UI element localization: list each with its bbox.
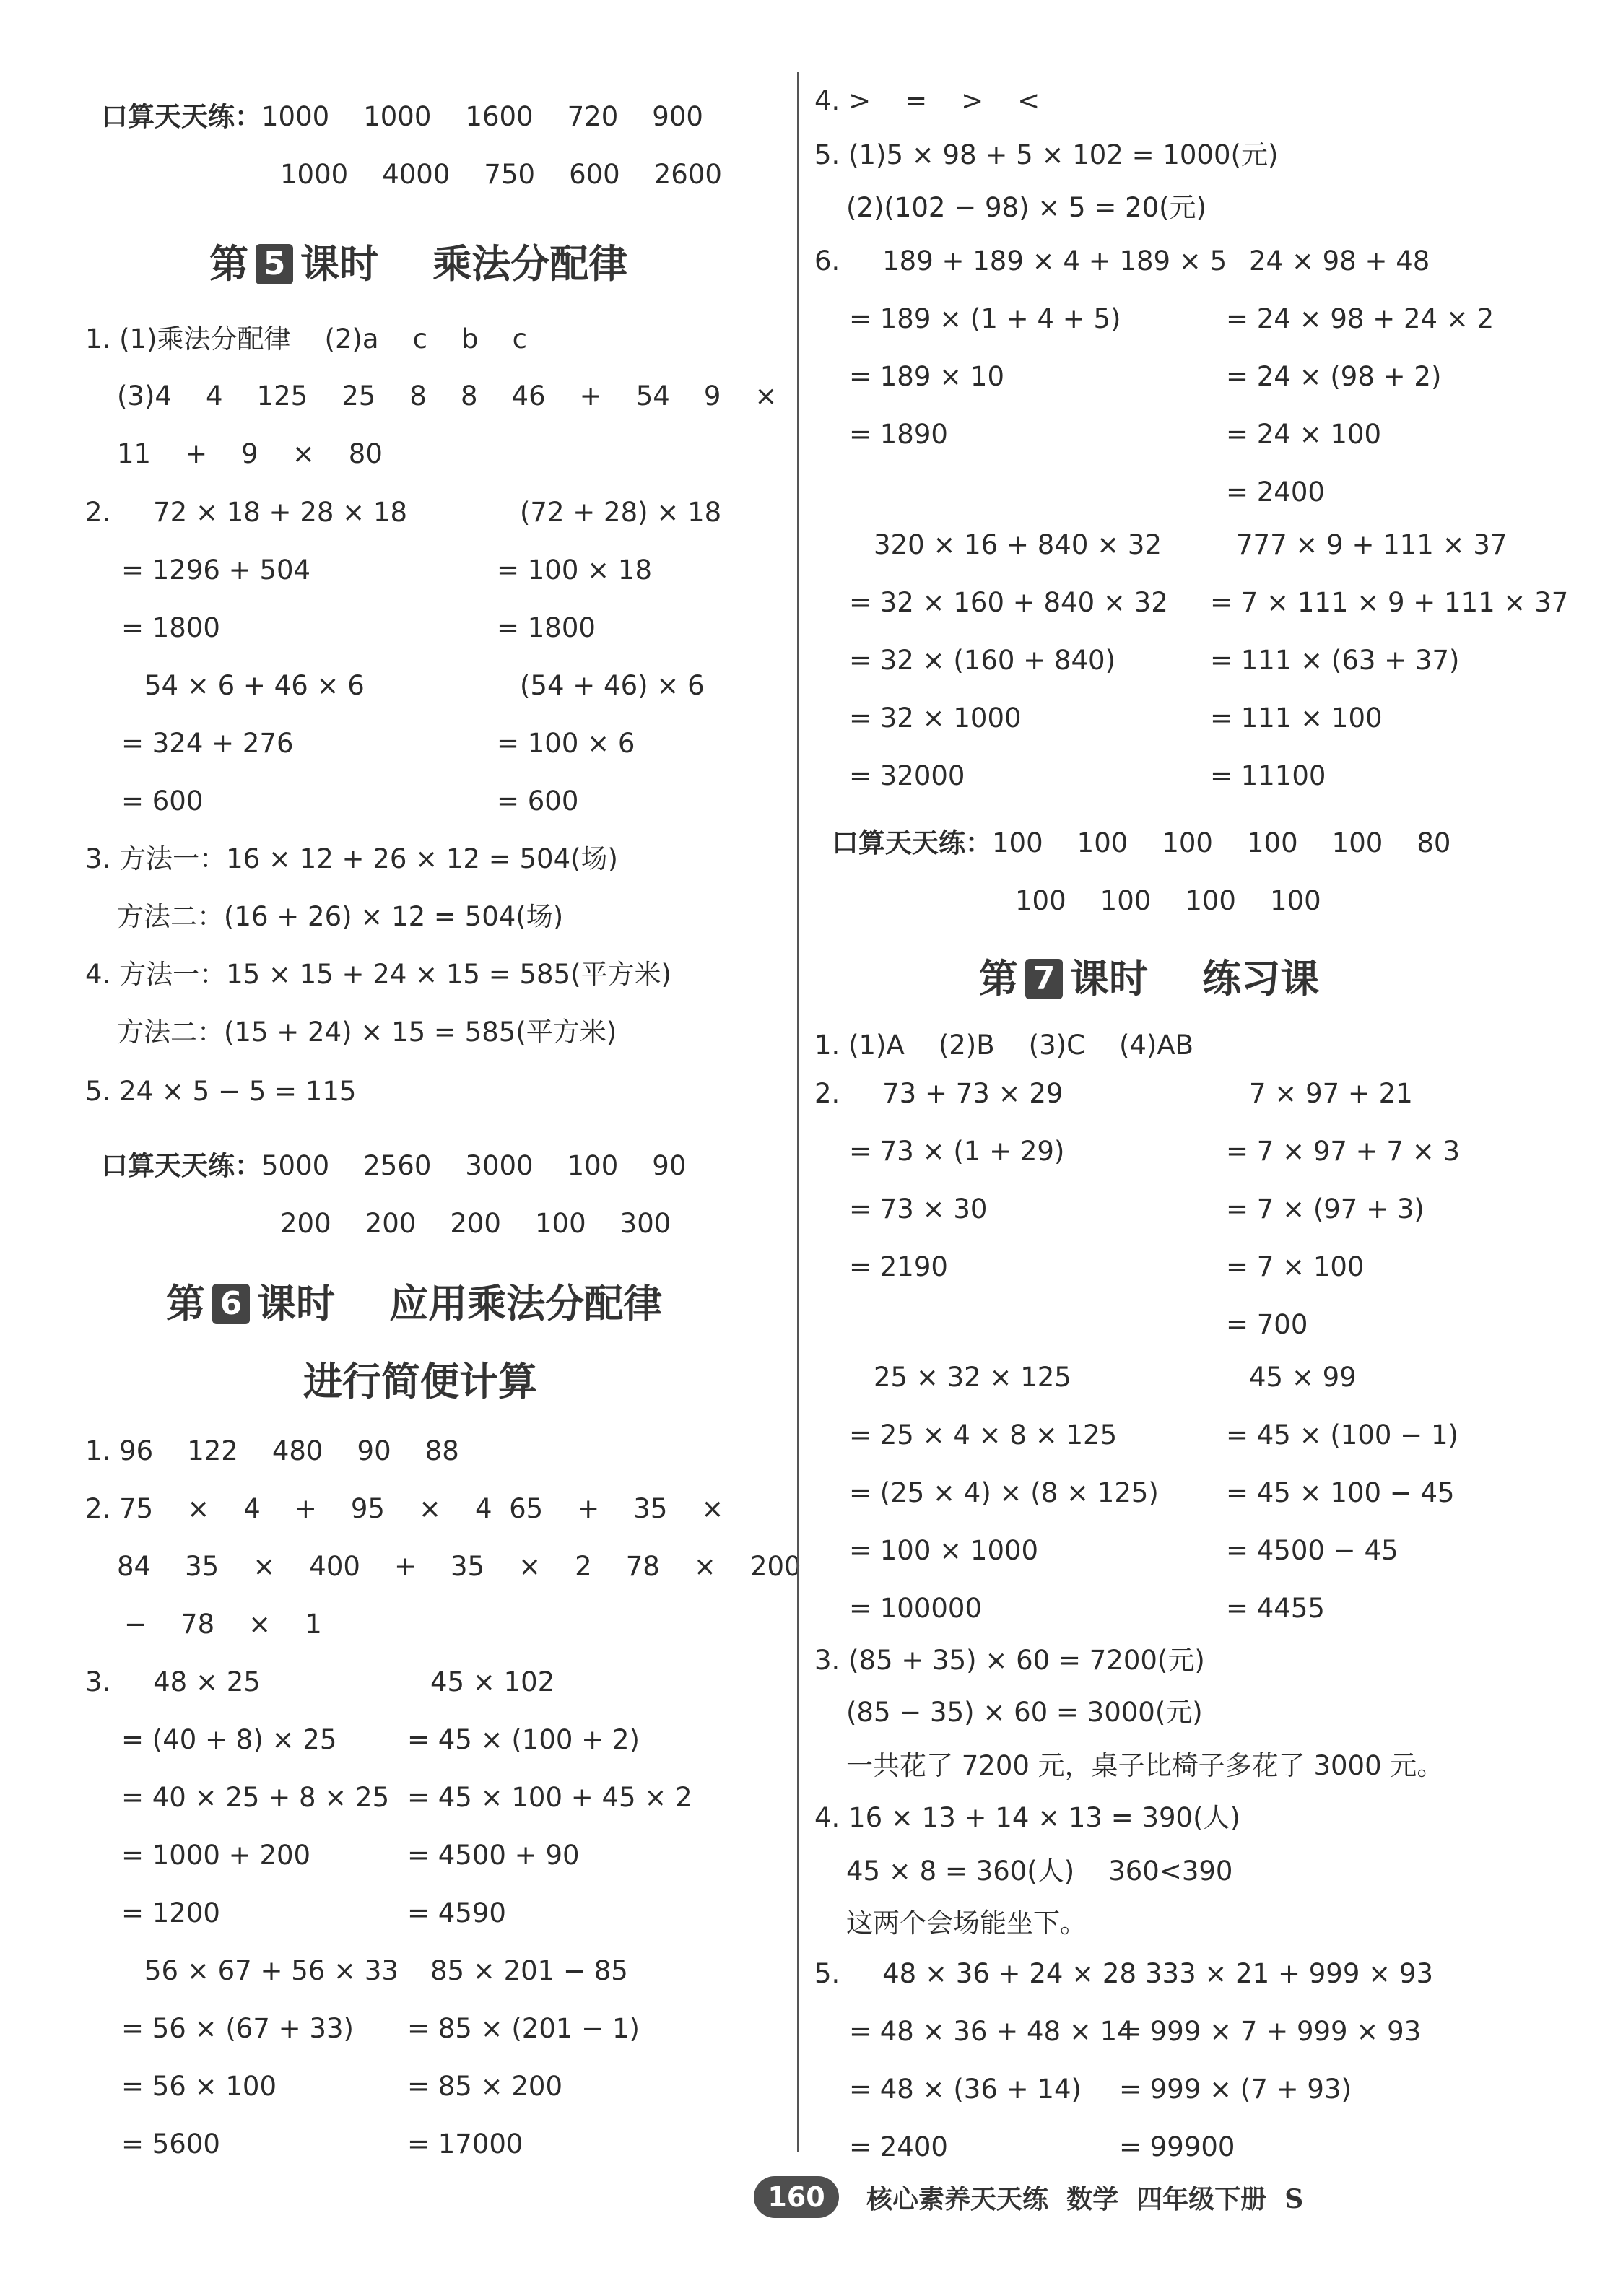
- r-l7-q2-b1: = 7 × 97 + 7 × 3: [1226, 1136, 1461, 1167]
- l6-q3-c2: = 56 × 100: [121, 2071, 277, 2102]
- l5-q3-line1: 3. 方法一：16 × 12 + 26 × 12 = 504(场): [85, 843, 618, 874]
- l6-q3-b1: = 45 × (100 + 2): [407, 1724, 640, 1755]
- kousuan-label: 口算天天练：: [101, 101, 261, 132]
- kousuan-mid-row2: 200 200 200 100 300: [280, 1208, 671, 1239]
- r-q6-b1: = 24 × 98 + 24 × 2: [1226, 303, 1495, 334]
- l5-q5: 5. 24 × 5 − 5 = 115: [85, 1076, 357, 1107]
- r-l7-q2-d1: = 45 × (100 − 1): [1226, 1419, 1458, 1451]
- r-q6-c1: = 32 × 160 + 840 × 32: [849, 587, 1168, 618]
- l6-q3-c3: = 5600: [121, 2128, 220, 2160]
- page-number: 160: [754, 2176, 839, 2218]
- r-q6-c2: = 32 × (160 + 840): [849, 645, 1116, 676]
- r-l7-q2-d3: = 4500 − 45: [1226, 1535, 1399, 1566]
- r-l7-q2-a3: = 2190: [849, 1251, 948, 1282]
- l6-q3-c0: 56 × 67 + 56 × 33: [144, 1955, 399, 1986]
- l6-q3-d3: = 17000: [407, 2128, 523, 2160]
- l5-q1-line1: 1. (1)乘法分配律 (2)a c b c: [85, 323, 527, 355]
- r-q4: 4. > = > <: [814, 85, 1040, 116]
- kousuan-label: 口算天天练：: [832, 827, 992, 858]
- kousuan-top-row1: 口算天天练：1000 1000 1600 720 900: [101, 101, 703, 132]
- l6-q3-d0: 85 × 201 − 85: [430, 1955, 628, 1986]
- r-l7-q5-b0: 333 × 21 + 999 × 93: [1145, 1958, 1433, 1989]
- r-l7-q2-b0: 7 × 97 + 21: [1249, 1078, 1413, 1109]
- l6-q3-a1: = (40 + 8) × 25: [121, 1724, 337, 1755]
- l6-q3-b3: = 4500 + 90: [407, 1840, 580, 1871]
- r-l7-q2-a0: 2. 73 + 73 × 29: [814, 1078, 1064, 1109]
- l5-q2-c2: = 600: [121, 786, 204, 817]
- l5-q2-a2: = 1800: [121, 612, 220, 643]
- l5-q2-b2: = 1800: [497, 612, 596, 643]
- lesson-number-badge: 5: [256, 244, 293, 284]
- l6-q3-b4: = 4590: [407, 1897, 506, 1928]
- l6-q3-a4: = 1200: [121, 1897, 220, 1928]
- r-l7-q4-line3: 这两个会场能坐下。: [846, 1908, 1087, 1939]
- r-l7-q2-c3: = 100 × 1000: [849, 1535, 1039, 1566]
- l6-q2-line1: 2. 75 × 4 + 95 × 4 65 + 35 ×: [85, 1493, 724, 1524]
- l6-q3-a2: = 40 × 25 + 8 × 25: [121, 1782, 390, 1813]
- r-l7-q2-c0: 25 × 32 × 125: [874, 1362, 1071, 1393]
- lesson-number-badge: 6: [212, 1284, 250, 1324]
- l6-q3-d2: = 85 × 200: [407, 2071, 562, 2102]
- lesson-5-heading: 第 5 课时 乘法分配律: [209, 240, 628, 287]
- l5-q2-c0: 54 × 6 + 46 × 6: [144, 670, 365, 701]
- lesson-number-badge: 7: [1025, 959, 1063, 999]
- r-q6-d4: = 11100: [1210, 760, 1326, 791]
- r-l7-q5-b3: = 99900: [1119, 2131, 1235, 2162]
- kousuan-mid-row1: 口算天天练：5000 2560 3000 100 90: [101, 1150, 687, 1181]
- l5-q2-d1: = 100 × 6: [497, 728, 635, 759]
- r-l7-q4-line2: 45 × 8 = 360(人) 360<390: [846, 1856, 1233, 1887]
- l6-q2-line2: 84 35 × 400 + 35 × 2 78 × 200: [117, 1551, 801, 1582]
- r-l7-q2-c4: = 100000: [849, 1593, 983, 1624]
- l5-q2-a0: 2. 72 × 18 + 28 × 18: [85, 497, 408, 528]
- r-q6-c4: = 32000: [849, 760, 965, 791]
- r-l7-q2-c2: = (25 × 4) × (8 × 125): [849, 1477, 1159, 1508]
- r-q6-a3: = 1890: [849, 419, 948, 450]
- r-l7-q5-a2: = 48 × (36 + 14): [849, 2074, 1082, 2105]
- r-l7-q2-a2: = 73 × 30: [849, 1193, 988, 1225]
- l5-q1-line3: 11 + 9 × 80: [117, 438, 383, 469]
- r-q6-b2: = 24 × (98 + 2): [1226, 361, 1442, 392]
- l6-q3-b2: = 45 × 100 + 45 × 2: [407, 1782, 692, 1813]
- l5-q2-c1: = 324 + 276: [121, 728, 294, 759]
- book-title: 核心素养天天练 数学 四年级下册 S: [866, 2184, 1304, 2214]
- r-l7-q2-d0: 45 × 99: [1249, 1362, 1357, 1393]
- r-l7-q2-b4: = 700: [1226, 1309, 1308, 1340]
- l5-q2-d2: = 600: [497, 786, 579, 817]
- r-l7-q2-a1: = 73 × (1 + 29): [849, 1136, 1065, 1167]
- r-l7-q5-a3: = 2400: [849, 2131, 948, 2162]
- r-l7-q5-a1: = 48 × 36 + 48 × 14: [849, 2016, 1134, 2047]
- r-l7-q3-line2: (85 − 35) × 60 = 3000(元): [846, 1697, 1203, 1728]
- r-l7-q2-b2: = 7 × (97 + 3): [1226, 1193, 1425, 1225]
- lesson-6-heading-line2: 进行简便计算: [303, 1358, 537, 1404]
- r-l7-q2-b3: = 7 × 100: [1226, 1251, 1365, 1282]
- l6-q3-c1: = 56 × (67 + 33): [121, 2013, 354, 2044]
- r-q6-b3: = 24 × 100: [1226, 419, 1381, 450]
- kousuan-label: 口算天天练：: [101, 1150, 261, 1181]
- l6-q3-b0: 45 × 102: [430, 1666, 555, 1697]
- r-q6-a2: = 189 × 10: [849, 361, 1004, 392]
- r-q6-c0: 320 × 16 + 840 × 32: [874, 529, 1162, 560]
- r-l7-q4-line1: 4. 16 × 13 + 14 × 13 = 390(人): [814, 1802, 1240, 1833]
- r-l7-q5-a0: 5. 48 × 36 + 24 × 28: [814, 1958, 1137, 1989]
- r-q6-b0: 24 × 98 + 48: [1249, 245, 1430, 277]
- r-q6-d2: = 111 × (63 + 37): [1210, 645, 1460, 676]
- r-l7-q5-b2: = 999 × (7 + 93): [1119, 2074, 1352, 2105]
- l5-q2-b1: = 100 × 18: [497, 555, 652, 586]
- r-q5-line2: (2)(102 − 98) × 5 = 20(元): [846, 192, 1207, 223]
- l5-q3-line2: 方法二：(16 + 26) × 12 = 504(场): [117, 901, 564, 932]
- r-q6-d3: = 111 × 100: [1210, 703, 1383, 734]
- lesson-6-heading: 第 6 课时 应用乘法分配律: [166, 1280, 663, 1326]
- l5-q4-line2: 方法二：(15 + 24) × 15 = 585(平方米): [117, 1017, 617, 1048]
- lesson-7-heading: 第 7 课时 练习课: [979, 955, 1320, 1001]
- r-l7-q5-b1: = 999 × 7 + 999 × 93: [1119, 2016, 1422, 2047]
- l6-q3-d1: = 85 × (201 − 1): [407, 2013, 640, 2044]
- l5-q1-line2: (3)4 4 125 25 8 8 46 + 54 9 ×: [117, 381, 778, 412]
- l6-q2-line3: − 78 × 1: [124, 1609, 322, 1640]
- r-kousuan-row1: 口算天天练：100 100 100 100 100 80: [832, 827, 1451, 858]
- kousuan-top-row2: 1000 4000 750 600 2600: [280, 159, 722, 190]
- l6-q3-a0: 3. 48 × 25: [85, 1666, 261, 1697]
- r-q6-d1: = 7 × 111 × 9 + 111 × 37: [1210, 587, 1569, 618]
- r-q6-c3: = 32 × 1000: [849, 703, 1022, 734]
- r-l7-q2-d4: = 4455: [1226, 1593, 1325, 1624]
- r-q6-a1: = 189 × (1 + 4 + 5): [849, 303, 1121, 334]
- r-kousuan-row2: 100 100 100 100: [1015, 885, 1321, 916]
- r-q6-d0: 777 × 9 + 111 × 37: [1236, 529, 1508, 560]
- r-q5-line1: 5. (1)5 × 98 + 5 × 102 = 1000(元): [814, 139, 1279, 170]
- r-q6-b4: = 2400: [1226, 477, 1325, 508]
- column-divider: [797, 72, 799, 2152]
- l5-q4-line1: 4. 方法一：15 × 15 + 24 × 15 = 585(平方米): [85, 959, 671, 990]
- r-l7-q1: 1. (1)A (2)B (3)C (4)AB: [814, 1030, 1194, 1061]
- r-l7-q3-line1: 3. (85 + 35) × 60 = 7200(元): [814, 1645, 1205, 1676]
- l5-q2-a1: = 1296 + 504: [121, 555, 311, 586]
- r-q6-a0: 6. 189 + 189 × 4 + 189 × 5: [814, 245, 1227, 277]
- l5-q2-d0: (54 + 46) × 6: [520, 670, 705, 701]
- l6-q3-a3: = 1000 + 200: [121, 1840, 311, 1871]
- l6-q1: 1. 96 122 480 90 88: [85, 1435, 459, 1466]
- l5-q2-b0: (72 + 28) × 18: [520, 497, 722, 528]
- r-l7-q2-d2: = 45 × 100 − 45: [1226, 1477, 1455, 1508]
- r-l7-q3-line3: 一共花了 7200 元，桌子比椅子多花了 3000 元。: [846, 1750, 1444, 1781]
- r-l7-q2-c1: = 25 × 4 × 8 × 125: [849, 1419, 1118, 1451]
